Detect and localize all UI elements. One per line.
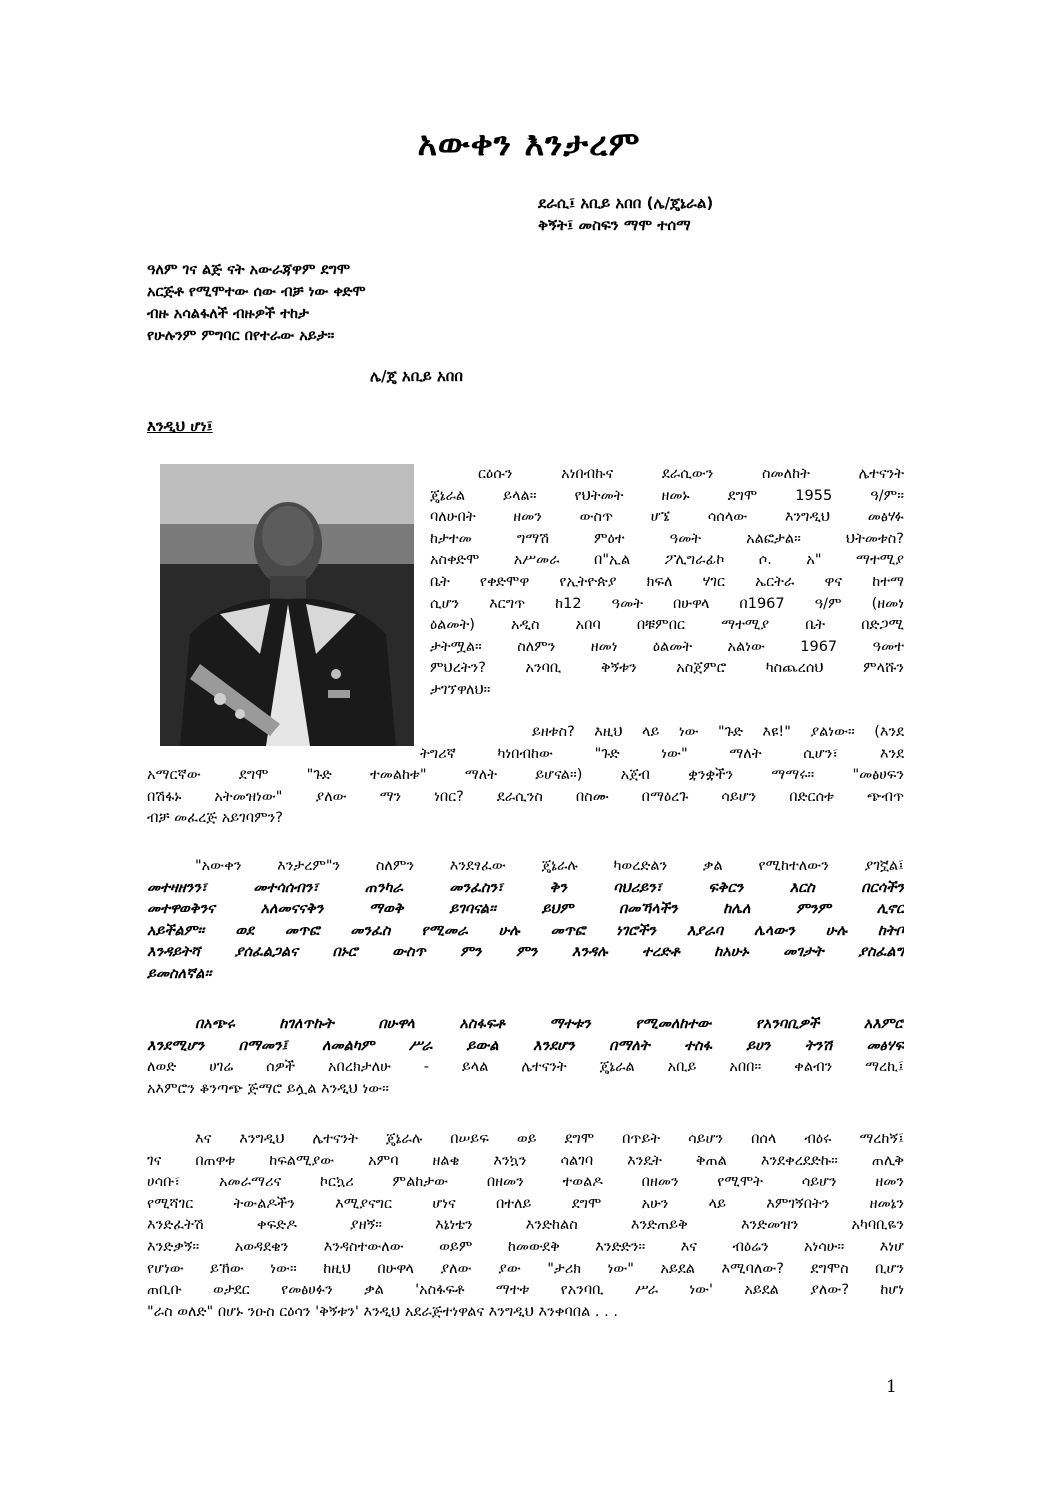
page-number: 1 [886,1377,897,1397]
text-line: አይችልም። ወደ መጥፎ መንፈስ የሚመራ ሁሉ መጥፎ ነገሮችን እያራባ ሌላውን ሁሉ ከትቦ [147,922,904,939]
text-line: "አውቀን እንታረም"ን ስለምን እንደፃፈው ጄኔራሉ ካወረድልን ቃል የሚከተለውን ያገኟል፤ [195,858,904,874]
text-line: ሀሳቡ፣ አመራማሪና ኮርኳሪ ምልከታው በዘመን ተወልዶ በዘመን የሚሞት ሳይሆን ዘመን [147,1174,904,1191]
text-line: ሲሆን እርግጥ ከ12 ዓመት በሁዋላ በ1967 ዓ/ም (ዘመነ [430,595,904,612]
text-line: እና እንግዲህ ሌተናንት ጄኔራሉ በሠይፍ ወይ ደግሞ በጥይት ሳይሆን በሰላ ብዕሩ ማረከኝ፤ [195,1131,904,1147]
page-title: አውቀን እንታረም [417,124,641,163]
text-line: ከታተመ ግማሽ ምዕተ ዓመት አልፎታል። ህትመቱስ? [430,530,904,547]
paragraph-3 [147,856,904,986]
poem-line: ዓለም ገና ልጅ ናት አውራጃዋም ደግሞ [147,262,351,278]
text-line: አእምሮን ቆንጣጭ ጅማሮ ይሏል እንዲህ ነው። [147,1080,389,1097]
text-line: እንድቃኝ። አወዳደቄን እንዳስተውለው ወይም ከመውደቅ እንድድን። እና ብዕሬን አነሳሁ። እነሆ [147,1238,904,1255]
text-line: ጄኔራል ይላል። የህትመት ዘመኑ ደግሞ 1955 ዓ/ም። [430,487,904,504]
text-line: አስቀድሞ አሥመራ በ"ኢል ፖሊግራፊኮ ሶ. አ" ማተሚያ [430,552,904,569]
poem-line: ብዙ አሳልፋለች ብዙዎች ተከታ [147,306,309,322]
text-line: ጠቢቡ ወታደር የመፅሀፉን ቃል 'አስፋፍቶ ማተቱ የአንባቢ ሥራ ነው' አይደል ያለው? ከሆነ [147,1282,904,1299]
text-line: ዕልመት) አዲስ አበባ በቹምበር ማተሚያ ቤት በድጋሚ [430,617,904,634]
author-line: ደራሲ፤ አቢይ አበበ (ሌ/ጄኔራል) [538,194,714,212]
byline [538,192,713,236]
poem-attribution: ሌ/ጄ አቢይ አበበ [370,367,463,385]
text-line: ብቻ መፈረጅ አይገባምን? [147,810,283,827]
portrait-illustration [160,464,414,746]
text-line: ባለሁበት ዘመን ውስጥ ሆኜ ሳሰላው እንግዲህ መፅሃፉ [430,509,904,526]
text-line: "ራስ ወለድ" በሆኑ ንዑስ ርዕሳን 'ቅኝቱን' እንዲህ አደራጅተነዋልና እንግዲህ እንቀባበል . . . [147,1303,618,1320]
paragraph-4 [147,1014,904,1100]
paragraph-5 [147,1129,904,1323]
text-line: በአጭሩ ከገለጥኩት በሁዋላ አስፋፍቶ ማተቱን የሚመለከተው የአንባቢዎች አእምሮ [195,1016,904,1032]
text-line: ገና በጠዋቱ ከፍልሚያው አምባ ዘልቄ እንኳን ሳልገባ እንዴት ቅጠል እንደቀረደድኩ። ጠሊቅ [147,1152,904,1169]
text-line: ይመስለኛል። [147,965,212,982]
text-line: ምህረትን? አንባቢ ቅኝቱን አስጀምሮ ካስጨረሰህ ምላሹን [430,660,904,677]
text-line: ይዘቱስ? እዚህ ላይ ነው "ጉድ እዩ!" ያልነው። (እንደ [532,724,904,740]
text-line: ርዕሱን አነበብኩና ደራሲውን ስመለከት ሌተናንት [478,466,904,482]
text-line: አማርኛው ደግሞ "ጉድ ተመልከቱ" ማለት ይሆናል።) አጀብ ቋንቋችን ማማሩ። "መፅሀፍን [147,767,904,784]
text-line: የሆነው ይኸው ነው። ከዚህ በሁዋላ ያለው ያው "ታሪክ ነው" አይደል እሚባለው? ደግሞስ ቢሆን [147,1260,904,1277]
poem [147,259,366,347]
text-line: እንደሚሆን በማመን፤ ለመልካም ሥራ ይውል እንደሆን በማለት ተስፋ ይሀን ትንሽ መፅሃፍ [147,1037,904,1054]
text-line: እንዳይትሻ ያሰፈልጋልና በኑሮ ውስጥ ምን ምን እንዳሉ ተረድቶ ከአሁኑ መገታት ያስፈልግ [147,944,904,961]
paragraph-1 [430,464,904,702]
text-line: ትግሪኛ ካነበብከው "ጉድ ነው" ማለት ሲሆን፣ እንደ [420,745,904,762]
text-line: ታትሟል። ስለምን ዘመነ ዕልመት አልነው 1967 ዓመተ [430,638,904,655]
text-line: እንድፈትሽ ቀፍድዶ ያዘኝ። እኔነቴን እንድከልስ እንድጠይቅ እንድመዝን አካባቢዬን [147,1217,904,1234]
portrait-photo [160,464,414,746]
text-line: መተዛዘንን፣ መተሳሰብን፣ ጠንካራ መንፈስን፣ ቅን ባህሪይን፣ ፍቅርን እርስ በርሳችን [147,879,904,896]
section-heading: እንዲህ ሆነ፤ [147,417,213,435]
poem-line: አርጅቶ የሚሞተው ሰው ብቻ ነው ቀድሞ [147,284,366,300]
text-line: የሚሻገር ትውልዶችን እሚያናግር ሆነና በተለይ ደግሞ አሁን ላይ እምገኝበትን ዘመኔን [147,1195,904,1212]
poem-line: የሁሉንም ምግባር በየተራው አይታ። [147,328,335,344]
paragraph-2 [147,722,904,830]
text-line: ታገኘዋለህ። [430,681,491,698]
text-line: መተዋወቅንና አለመናናቅን ማወቅ ይገባናል። ይህም በመኻላችን ከሌለ ምንም ሊኖር [147,901,904,918]
text-line: ለወድ ሀገሬ ሰዎች አበረክታለሁ - ይላል ሌተናንት ጄኔራል አቢይ አበበ። ቀልብን ማረኪ፤ [147,1059,904,1076]
text-line: በሽፋኑ አትመዝነው" ያለው ማን ነበር? ደራሲንስ በስሙ በማዕረጉ ሳይሆን በድርሰቱ ጭብጥ [147,788,904,805]
text-line: ቤት የቀድሞዋ የኢትዮጵያ ክፍለ ሃገር ኤርትራ ዋና ከተማ [430,573,904,590]
editor-line: ቅኝት፤ መስፍን ማሞ ተሰማ [538,216,691,234]
